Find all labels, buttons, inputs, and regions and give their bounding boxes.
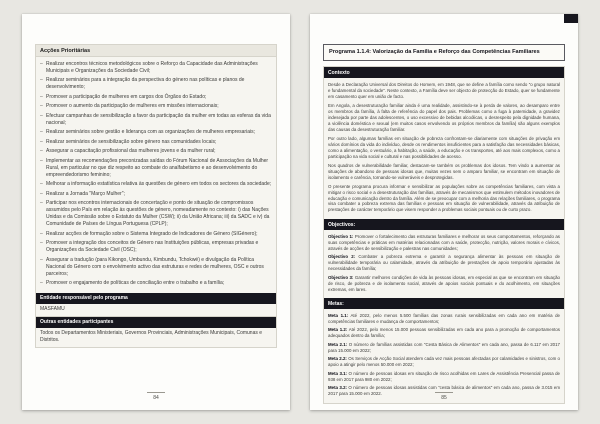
action-item: – Realizar seminários sobre gestão e liderança com as organizações de mulheres empresariais; xyxy=(40,129,272,136)
meta-item xyxy=(328,371,560,383)
page-number-right: 85 xyxy=(441,395,447,401)
action-item: – Assegurar a tradução (para Kikongo, Umbundu, Kimbundu, Tchokwé) e divulgação da Política Nacional do Género com o envolvimento activo das estruturas e redes de mulheres, OSC e outros parceiros; xyxy=(40,257,272,278)
action-item: – Realizar seminários para a integração da perspectiva do género nas políticas e planos de desenvolvimento; xyxy=(40,77,272,91)
meta-item xyxy=(328,342,560,354)
context-paragraph: Desde a Declaração Universal dos Direitos do Homem, em 1948, que se define a família como sendo "o grupo natural e fundamental da sociedade". Neste contexto, a Família deve ser objecto de protecção do Estado, quer se fundamente em casamento quer em união de facto. xyxy=(328,81,560,99)
meta-label: Meta 1.1: xyxy=(328,312,349,318)
action-item: – Realizar a Jornada "Março Mulher"; xyxy=(40,191,272,198)
action-item: – Realizar acções de formação sobre o Sistema Integrado de Indicadores de Género (SIGénero); xyxy=(40,231,272,238)
objective-item xyxy=(328,254,560,272)
objective-text: Garantir melhores condições de vida às pessoas idosas, em especial as que se encontram em situação de risco, de pobreza e de isolamento social, através de apoios sociais pontuais e do acolhimento, em situações extremas, em lares. xyxy=(328,274,560,292)
action-item: – Efectuar campanhas de sensibilização a favor da participação da mulher em todas as esferas da vida nacional; xyxy=(40,113,272,127)
meta-label: Meta 2.2: xyxy=(328,356,347,362)
action-item: – Promover o engajamento de políticas de conciliação entre o trabalho e a família; xyxy=(40,280,272,287)
context-section xyxy=(324,78,564,219)
context-paragraph: O presente programa procura informar e sensibilizar as populações sobre as competências familiares, com vista a mitigar o risco social e a desestruturação das famílias, através de mecanismos que estimulem métodos inovadores de educação e comunicação dentro da família. Além de se preocupar com a melhoria das relações familiares, o programa visa combater a pobreza extrema das famílias e pessoas em situação de vulnerabilidade, através da atribuição de prestações de carácter temporário que visem responder a problemas sociais pontuais ou de curto prazo. xyxy=(328,183,560,213)
meta-label: Meta 3.2: xyxy=(328,385,347,391)
meta-item xyxy=(328,327,560,339)
action-item: – Promover a integração dos conceitos de Género nas Instituições públicas, empresas privadas e Organizações da Sociedade Civil (OSC); xyxy=(40,240,272,254)
action-item: – Participar nos encontros internacionais de concertação e ponto de situação de compromissos assumidos pelo País em relação às questões de género, nomeadamente no contexto: i) das Nações Unidas e da Comissão sobre o Estatuto da Mulher (CSW); ii) da União Africana; iii) da SADC e iv) da Comunidade de Países de Língua Portuguesa (CPLP); xyxy=(40,200,272,228)
context-paragraph: Nos quadros de vulnerabilidade familiar, destacam-se também os problemas dos idosos. Tem vindo a aumentar as situações de abandono de pessoas idosas que, muitas vezes sem o amparo familiar, se encontram em situação de isolamento e carência, tornando-se vulneráveis e desprotegidas. xyxy=(328,162,560,180)
context-paragraph: Por outro lado, algumas famílias em situação de pobreza confrontam-se diariamente com situações de privação em vários domínios da vida do indivíduo, desde os rendimentos insuficientes para a satisfação das necessidades básicas, como a alimentação, o vestuário, a habitação, a saúde, a educação e os transportes, até aos mais complexos, como a participação na vida social e cultural e nas possibilidades de acesso. xyxy=(328,135,560,159)
objectives-section xyxy=(324,230,564,298)
action-item: – Melhorar a informação estatística relativa às questões de género em todos os sectores da sociedade; xyxy=(40,181,272,188)
actions-list xyxy=(36,57,276,293)
program-title: Programa 1.1.4: Valorização da Família e Reforço das Competências Familiares xyxy=(323,44,565,61)
action-item: – Assegurar a capacitação profissional das mulheres jovens e da mulher rural; xyxy=(40,148,272,155)
priority-actions-box xyxy=(35,44,277,348)
page-footer-left xyxy=(22,392,290,402)
action-item: – Promover a participação de mulheres em cargos dos Órgãos do Estado; xyxy=(40,94,272,101)
objective-label: Objectivo 2: xyxy=(328,254,356,260)
participants-header: Outras entidades participantes xyxy=(36,317,276,328)
meta-text: O número de famílias assistidas com "Cesta Básica de Alimentos" em cada ano, passa de 6.117 em 2017 para 15.000 em 2022; xyxy=(328,341,560,353)
meta-text: Até 2022, pelo menos 5.500 famílias das zonas rurais sensibilizadas em cada ano em matéria de competências familiares e mudança de comportamentos; xyxy=(328,312,560,324)
responsible-entity-value: MASFAMU xyxy=(36,304,276,317)
meta-text: O número de pessoas idosas em situação de risco acolhidas em Lares de Assistência Presencial passa de 938 em 2017 para 980 em 2022; xyxy=(328,370,560,382)
responsible-entity-header: Entidade responsável pelo programa xyxy=(36,293,276,304)
objective-label: Objectivo 1: xyxy=(328,233,354,239)
program-box xyxy=(323,66,565,403)
chapter-tab xyxy=(564,14,578,23)
meta-text: Até 2022, pelo menos 15.000 pessoas sensibilizadas em cada ano para a promoção de comportamentos adequados dentro da família; xyxy=(328,327,560,339)
meta-label: Meta 1.2: xyxy=(328,327,348,333)
objective-text: Combater a pobreza extrema e garantir a segurança alimentar às pessoas em situação de vulnerabilidade temporária ou calamidade, através da atribuição de prestações de apoio temporário ajustadas às necessidades da família; xyxy=(328,254,560,272)
objective-item xyxy=(328,275,560,293)
objective-item xyxy=(328,234,560,252)
page-right xyxy=(310,14,578,410)
meta-text: O número de pessoas idosas assistidas com "cesta básica de alimentos" em cada ano, passa de 3.015 em 2017 para 15.000 em 2022. xyxy=(328,385,560,397)
footer-rule xyxy=(147,392,165,393)
page-footer-right xyxy=(310,392,578,402)
actions-header: Acções Prioritárias xyxy=(36,45,276,57)
metas-section xyxy=(324,309,564,402)
action-item: – Realizar seminários de sensibilização sobre género nas comunidades locais; xyxy=(40,139,272,146)
meta-label: Meta 2.1: xyxy=(328,341,348,347)
action-item: – Implementar as recomendações preconizadas saídas do Fórum Nacional de Associações da Mulher Rural, em particular no que diz respeito ao combate do analfabetismo e ao desenvolvimento do empreendedorismo feminino; xyxy=(40,158,272,179)
meta-item xyxy=(328,313,560,325)
action-item: – Promover o aumento da participação de mulheres em missões internacionais; xyxy=(40,103,272,110)
objectives-header: Objectivos: xyxy=(324,219,564,230)
page-number-left: 84 xyxy=(153,395,159,401)
footer-rule xyxy=(435,392,453,393)
context-paragraph: Em Angola, a desestruturação familiar ainda é uma realidade, assistindo-se à perda de valores, ao desamparo entre os membros da família, à falta de referência do papel dos pais. Problemas como a fuga à paternidade, a gravidez indesejada por parte das adolescentes, o uso excessivo de bebidas alcoólicas, o desrespeito pela dignidade humana, a violência doméstica e sexual (em muitos casos envolvendo os próprios membros da família) são alguns exemplos das causas da desestruturação familiar. xyxy=(328,102,560,132)
page-left xyxy=(22,14,290,410)
meta-item xyxy=(328,356,560,368)
meta-label: Meta 3.1: xyxy=(328,370,348,376)
objective-text: Promover o fortalecimento das estruturas familiares e melhorar os seus comportamentos, reforçando as suas competências e práticas em matérias relacionadas com a saúde, protecção, nutrição, valores morais e cívicos, através de acções de sensibilização e palestras nas comunidades; xyxy=(328,233,560,251)
objective-label: Objectivo 3: xyxy=(328,274,354,280)
meta-text: Os Serviços de Acção Social atendem cada vez mais pessoas afectadas por calamidades e sinistros, com o apoio a atingir pelo menos 50.000 em 2022; xyxy=(328,356,560,368)
metas-header: Metas: xyxy=(324,298,564,309)
action-item: – Realizar encontros técnicos metodológicos sobre o Reforço da Capacidade das Administrações Municipais e Organizações da Sociedade Civil; xyxy=(40,61,272,75)
context-header: Contexto xyxy=(324,67,564,78)
participants-value: Todos os Departamentos Ministeriais, Governos Provinciais, Administrações Municipais, Comunas e Distritos. xyxy=(36,328,276,347)
